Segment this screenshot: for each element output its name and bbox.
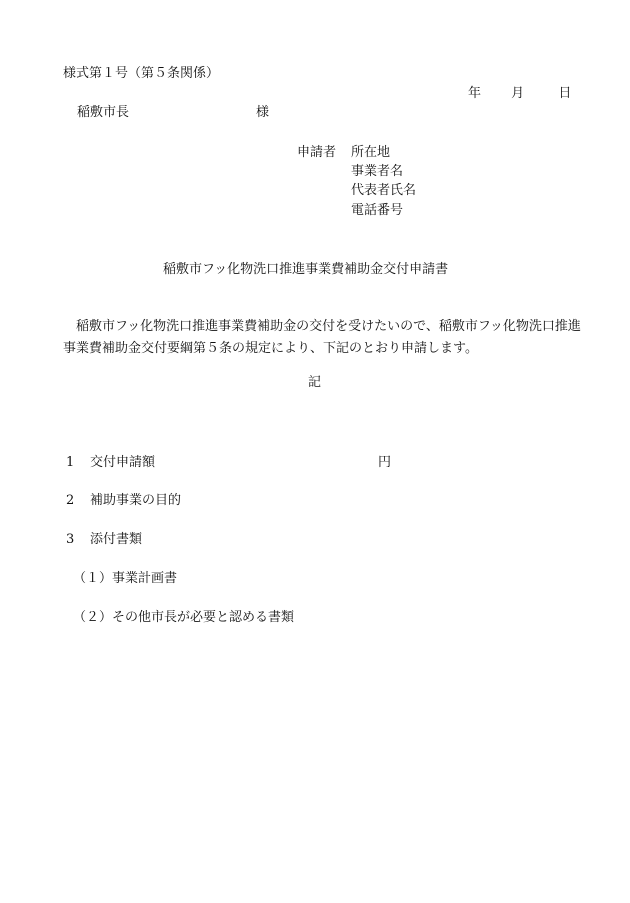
applicant-field-phone: 電話番号	[351, 203, 404, 218]
item-2-number: 2	[66, 493, 75, 508]
date-day: 日	[558, 86, 572, 101]
item-2-label: 補助事業の目的	[90, 493, 182, 508]
item-1-unit: 円	[378, 455, 392, 470]
item-3-label: 添付書類	[90, 532, 143, 547]
attachment-1: （１）事業計画書	[73, 571, 178, 586]
addressee-name: 稲敷市長	[77, 105, 130, 120]
applicant-label: 申請者	[297, 145, 337, 160]
item-1-number: 1	[66, 455, 75, 470]
date-month: 月	[511, 86, 525, 101]
item-3-number: 3	[66, 532, 75, 547]
body-paragraph: 稲敷市フッ化物洗口推進事業費補助金の交付を受けたいので、稲敷市フッ化物洗口推進事業費補助金交付要綱第５条の規定により、下記のとおり申請します。	[63, 319, 581, 356]
form-number: 様式第１号（第５条関係）	[63, 66, 220, 81]
item-1-label: 交付申請額	[90, 455, 156, 470]
ki-heading: 記	[308, 375, 322, 390]
addressee-honorific: 様	[256, 105, 270, 120]
applicant-field-representative: 代表者氏名	[351, 183, 417, 198]
date-year: 年	[468, 86, 482, 101]
date-line	[468, 86, 571, 102]
attachment-2: （２）その他市長が必要と認める書類	[73, 610, 295, 625]
applicant-field-address: 所在地	[351, 145, 391, 160]
applicant-field-business-name: 事業者名	[351, 164, 404, 179]
document-title: 稲敷市フッ化物洗口推進事業費補助金交付申請書	[163, 262, 449, 277]
